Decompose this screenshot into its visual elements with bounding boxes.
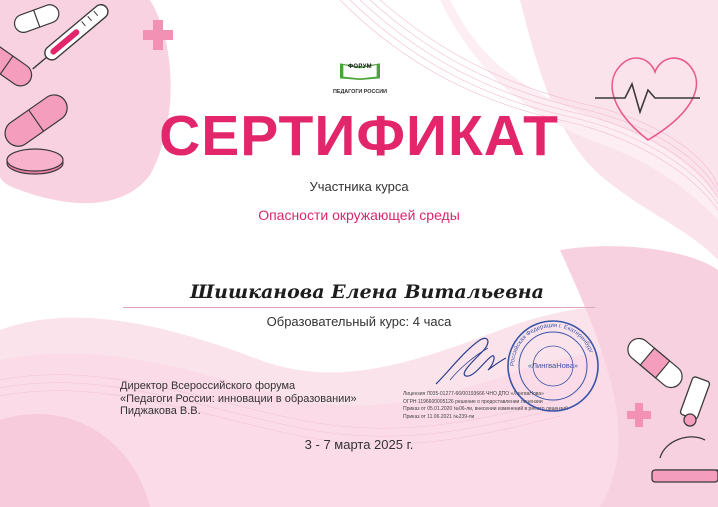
stamp-center-text: «ЛингваНова» <box>527 361 579 370</box>
forum-logo <box>328 58 392 98</box>
director-line-1: Директор Всероссийского форума <box>120 380 296 392</box>
certificate-subtitle: Участника курса <box>309 179 409 194</box>
book-logo-icon <box>334 60 386 80</box>
course-name: Опасности окружающей среды <box>258 207 460 223</box>
name-underline <box>123 307 595 308</box>
svg-text:Российская Федерация г. Екатер <box>510 323 594 366</box>
license-line-2: ОГРН 1196600005126 решение о предоставлении лицензии <box>403 398 543 405</box>
official-stamp <box>505 318 601 414</box>
logo-word-bottom: ПЕДАГОГИ РОССИИ <box>332 89 388 95</box>
director-block <box>120 380 390 418</box>
license-line-4: Приказ от 11.06.2021 №239-ли <box>403 413 475 420</box>
director-line-3: Пиджакова В.В. <box>120 405 201 417</box>
logo-word-top: ФОРУМ <box>348 64 372 70</box>
signature-image <box>430 330 510 390</box>
stamp-ring-text: Российская Федерация г. Екатеринбург <box>509 322 594 367</box>
license-line-3: Приказ от 05.01.2020 №06-ли, внесении изменений в реестр лицензий <box>403 406 568 412</box>
certificate-title: СЕРТИФИКАТ <box>159 104 559 168</box>
course-hours: Образовательный курс: 4 часа <box>266 314 452 329</box>
course-date: 3 - 7 марта 2025 г. <box>304 437 414 452</box>
license-line-1: Лицензия Л035-01277-66/00193666 ЧНО ДПО «ЛингваНова» <box>403 391 544 397</box>
recipient-name: Шишканова Елена Витальевна <box>190 281 544 303</box>
director-line-2: «Педагоги России: инновации в образовании» <box>120 392 357 405</box>
